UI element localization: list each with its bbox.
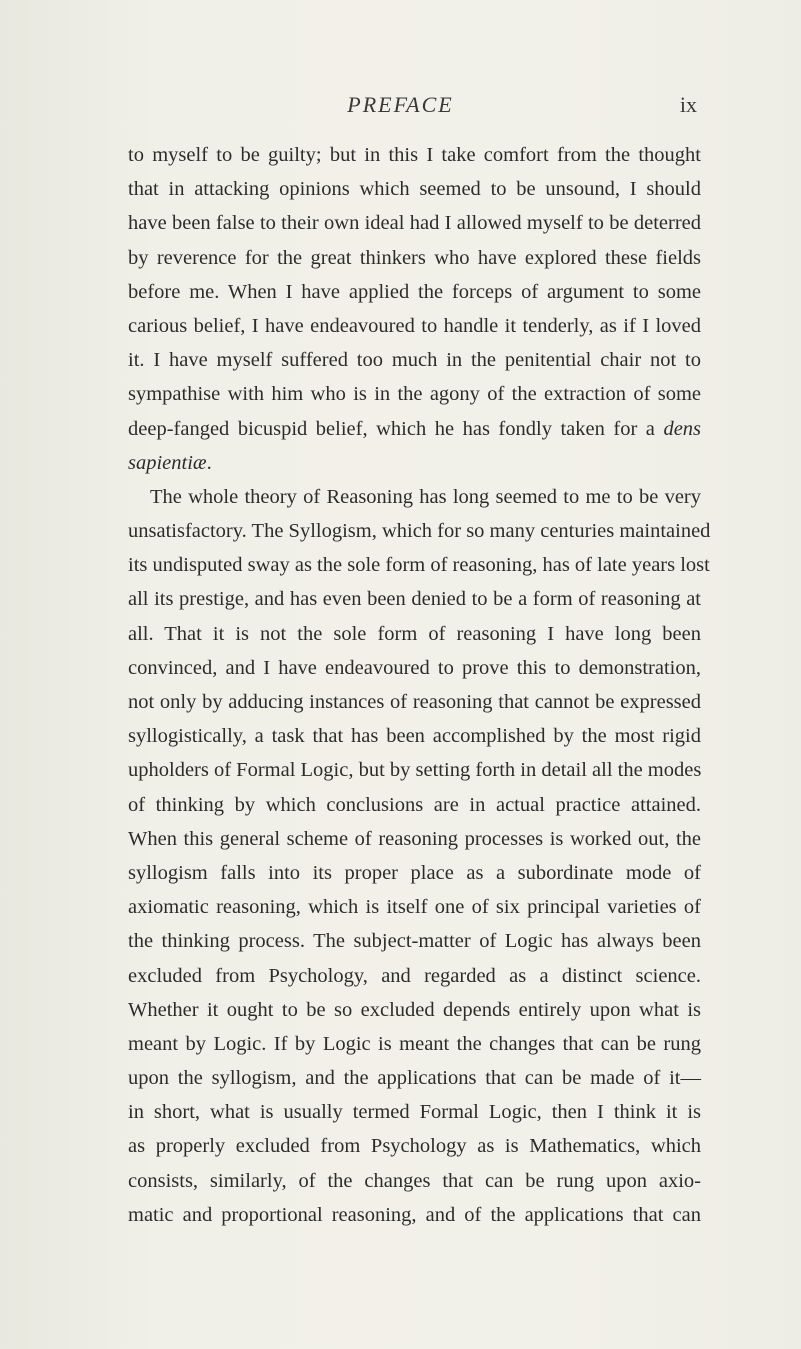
text-line: to myself to be guilty; but in this I take comfort from the thought <box>128 144 701 166</box>
text-line: syllogism falls into its proper place as a subordinate mode of <box>128 861 701 884</box>
body-text <box>128 138 711 1232</box>
text-line: the thinking process. The subject-matter of Logic has always been <box>128 930 701 953</box>
text-line: matic and proportional reasoning, and of the applications that can <box>128 1203 701 1226</box>
text-line: Whether it ought to be so excluded depends entirely upon what is <box>128 998 701 1021</box>
text-line: excluded from Psychology, and regarded as a distinct science. <box>128 964 701 987</box>
text-line: of thinking by which conclusions are in actual practice attained. <box>128 793 701 816</box>
running-head: PREFACE <box>347 92 454 117</box>
text-line: syllogistically, a task that has been accomplished by the most rigid <box>128 725 701 748</box>
text-line <box>128 446 701 480</box>
text-line: upon the syllogism, and the applications that can be made of it— <box>128 1067 701 1090</box>
text-line: before me. When I have applied the forceps of argument to some <box>128 280 701 303</box>
text-line: The whole theory of Reasoning has long seemed to me to be very <box>150 485 701 508</box>
text-line: all. That it is not the sole form of reasoning I have long been <box>128 622 701 645</box>
text-line: sympathise with him who is in the agony of the extraction of some <box>128 383 701 406</box>
text-line: all its prestige, and has even been denied to be a form of reasoning at <box>128 588 701 611</box>
text-line: meant by Logic. If by Logic is meant the changes that can be rung <box>128 1032 701 1055</box>
text-line: in short, what is usually termed Formal Logic, then I think it is <box>128 1101 701 1124</box>
text-line: upholders of Formal Logic, but by setting forth in detail all the modes <box>128 759 702 782</box>
italic-phrase: sapientiæ <box>128 451 207 474</box>
text-line: as properly excluded from Psychology as is Mathematics, which <box>128 1135 701 1158</box>
text-segment: deep-fanged bicuspid belief, which he has fondly taken for a <box>128 417 655 440</box>
text-line <box>128 412 701 446</box>
text-line: convinced, and I have endeavoured to prove this to demonstration, <box>128 656 701 679</box>
text-line: When this general scheme of reasoning processes is worked out, the <box>128 827 701 850</box>
text-segment: . <box>206 451 212 474</box>
text-line: carious belief, I have endeavoured to handle it tenderly, as if I loved <box>128 314 701 337</box>
italic-phrase: dens <box>663 417 702 440</box>
text-line: that in attacking opinions which seemed to be unsound, I should <box>128 178 701 201</box>
text-line: it. I have myself suffered too much in the penitential chair not to <box>128 349 701 372</box>
text-line: axiomatic reasoning, which is itself one of six principal varieties of <box>128 896 701 919</box>
text-line: consists, similarly, of the changes that can be rung upon axio- <box>128 1169 701 1192</box>
text-line: its undisputed sway as the sole form of reasoning, has of late years lost <box>128 554 710 577</box>
text-line: have been false to their own ideal had I allowed myself to be deterred <box>128 212 701 235</box>
text-line: not only by adducing instances of reasoning that cannot be expressed <box>128 691 701 713</box>
text-line: unsatisfactory. The Syllogism, which for so many centuries maintained <box>128 520 711 543</box>
text-line: by reverence for the great thinkers who have explored these fields <box>128 246 701 269</box>
page-header <box>0 92 801 126</box>
page-number: ix <box>679 92 697 117</box>
